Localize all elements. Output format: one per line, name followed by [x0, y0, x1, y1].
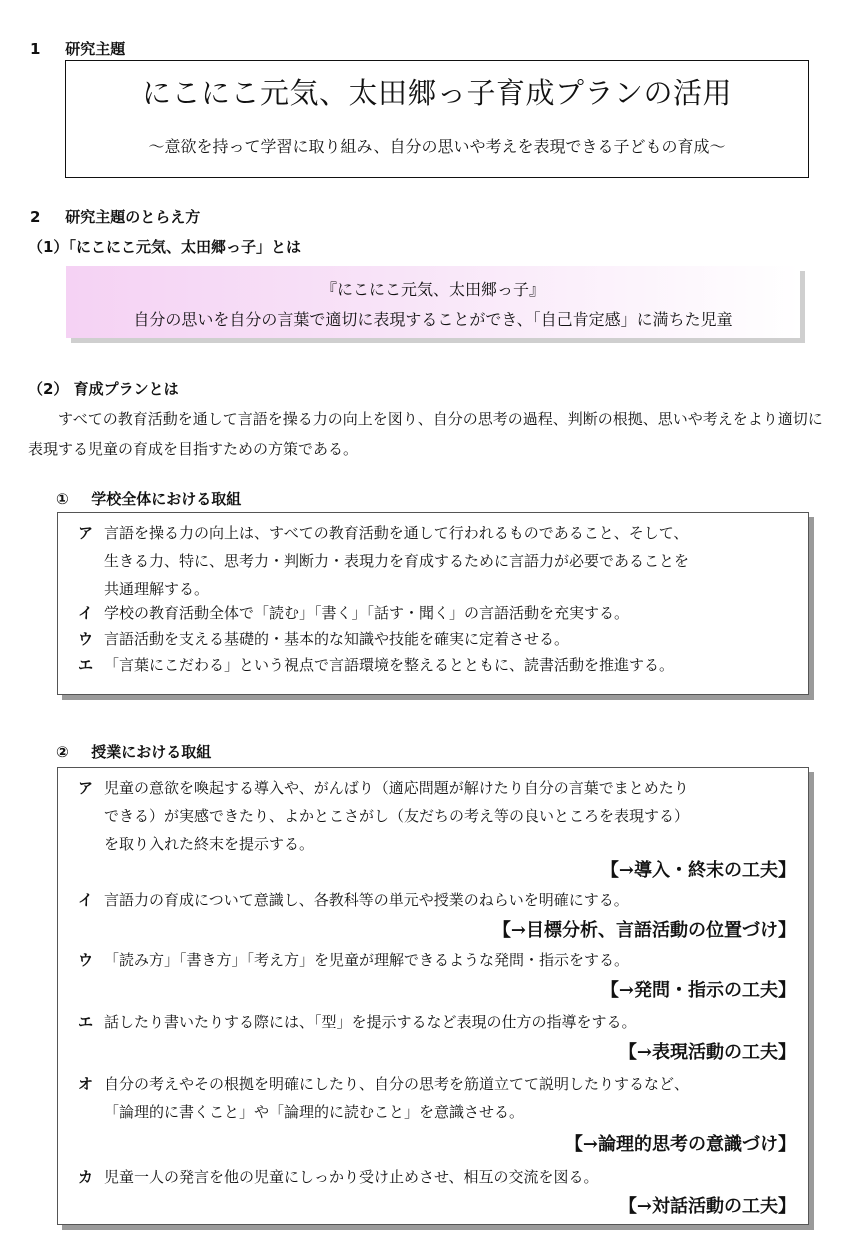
school-item-a [78, 519, 798, 603]
item-line: 「論理的に書くこと」や「論理的に読むこと」を意識させる。 [104, 1103, 525, 1121]
item-line: 児童の意欲を喚起する導入や、がんばり（適応問題が解けたり自分の言葉でまとめたり [104, 779, 689, 797]
item-mark: ウ [78, 951, 94, 969]
section-2-title: 研究主題のとらえ方 [65, 208, 201, 226]
school-wide-title: 学校全体における取組 [91, 490, 242, 508]
lesson-item-o [78, 1070, 798, 1126]
item-line: 自分の考えやその根拠を明確にしたり、自分の思考を筋道立てて説明したりするなど、 [104, 1075, 690, 1093]
item-mark: カ [78, 1168, 94, 1186]
lesson-tag-e: 【→表現活動の工夫】 [618, 1042, 796, 1063]
definition-box [66, 266, 800, 338]
section-2-number: 2 [30, 208, 41, 226]
item-mark: ア [78, 779, 94, 797]
lesson-item-ka [78, 1163, 798, 1191]
plan-paragraph: すべての教育活動を通して言語を操る力の向上を図り、自分の思考の過程、判断の根拠、思いや考えをより適切に表現する児童の育成を目指すための方策である。 [28, 410, 823, 458]
item-line: 学校の教育活動全体で「読む」「書く」「話す・聞く」の言語活動を充実する。 [104, 604, 630, 622]
item-line: 話したり書いたりする際には、「型」を提示するなど表現の仕方の指導をする。 [104, 1013, 637, 1031]
item-line: 「読み方」「書き方」「考え方」を児童が理解できるような発問・指示をする。 [104, 951, 630, 969]
item-line: 生きる力、特に、思考力・判断力・表現力を育成するために言語力が必要であることを [104, 552, 690, 570]
theme-subtitle: ～意欲を持って学習に取り組み、自分の思いや考えを表現できる子どもの育成～ [148, 137, 726, 156]
item-mark: ア [78, 524, 94, 542]
subsection-2-number: （2） [28, 380, 69, 398]
definition-name: 『にこにこ元気、太田郷っ子』 [320, 280, 545, 299]
section-1-title: 研究主題 [65, 40, 126, 58]
school-wide-number: ① [56, 490, 69, 508]
lesson-number: ② [56, 743, 69, 761]
subsection-1-number: （1） [28, 238, 69, 256]
lesson-title: 授業における取組 [91, 743, 212, 761]
item-line: 言語活動を支える基礎的・基本的な知識や技能を確実に定着させる。 [104, 630, 570, 648]
school-item-u [78, 625, 798, 653]
item-mark: エ [78, 1013, 94, 1031]
item-mark: エ [78, 656, 94, 674]
lesson-box [57, 767, 809, 1225]
lesson-item-u [78, 946, 798, 974]
definition-description: 自分の思いを自分の言葉で適切に表現することができ、「自己肯定感」に満ちた児童 [133, 310, 733, 329]
subsection-1-title: 「にこにこ元気、太田郷っ子」とは [68, 238, 301, 256]
item-mark: イ [78, 891, 94, 909]
theme-main-title: にこにこ元気、太田郷っ子育成プランの活用 [141, 76, 732, 110]
lesson-item-a [78, 774, 798, 858]
lesson-tag-o: 【→論理的思考の意識づけ】 [564, 1134, 796, 1155]
school-wide-heading [56, 488, 241, 509]
item-line: 共通理解する。 [104, 580, 210, 598]
lesson-item-e [78, 1008, 798, 1036]
item-line: 児童一人の発言を他の児童にしっかり受け止めさせ、相互の交流を図る。 [104, 1168, 599, 1186]
item-line: 「言葉にこだわる」という視点で言語環境を整えるとともに、読書活動を推進する。 [104, 656, 675, 674]
lesson-tag-a: 【→導入・終末の工夫】 [600, 860, 796, 881]
lesson-heading [56, 741, 211, 762]
school-item-i [78, 599, 798, 627]
section-1-number: 1 [30, 40, 41, 58]
section-1-heading [30, 38, 125, 59]
lesson-item-i [78, 886, 798, 914]
item-mark: オ [78, 1075, 94, 1093]
lesson-tag-i: 【→目標分析、言語活動の位置づけ】 [492, 920, 796, 941]
subsection-2-heading [28, 378, 179, 399]
item-line: を取り入れた終末を提示する。 [104, 835, 315, 853]
lesson-tag-u: 【→発問・指示の工夫】 [600, 980, 796, 1001]
lesson-tag-ka: 【→対話活動の工夫】 [618, 1196, 796, 1217]
subsection-1-heading [28, 236, 301, 257]
subsection-2-title: 育成プランとは [73, 380, 179, 398]
research-theme-box [65, 60, 809, 178]
school-wide-box [57, 512, 809, 695]
item-line: 言語力の育成について意識し、各教科等の単元や授業のねらいを明確にする。 [104, 891, 629, 909]
item-mark: イ [78, 604, 94, 622]
school-item-e [78, 651, 798, 679]
item-line: 言語を操る力の向上は、すべての教育活動を通して行われるものであること、そして、 [104, 524, 689, 542]
section-2-heading [30, 206, 200, 227]
item-mark: ウ [78, 630, 94, 648]
item-line: できる）が実感できたり、よかとこさがし（友だちの考え等の良いところを表現する） [104, 807, 690, 825]
